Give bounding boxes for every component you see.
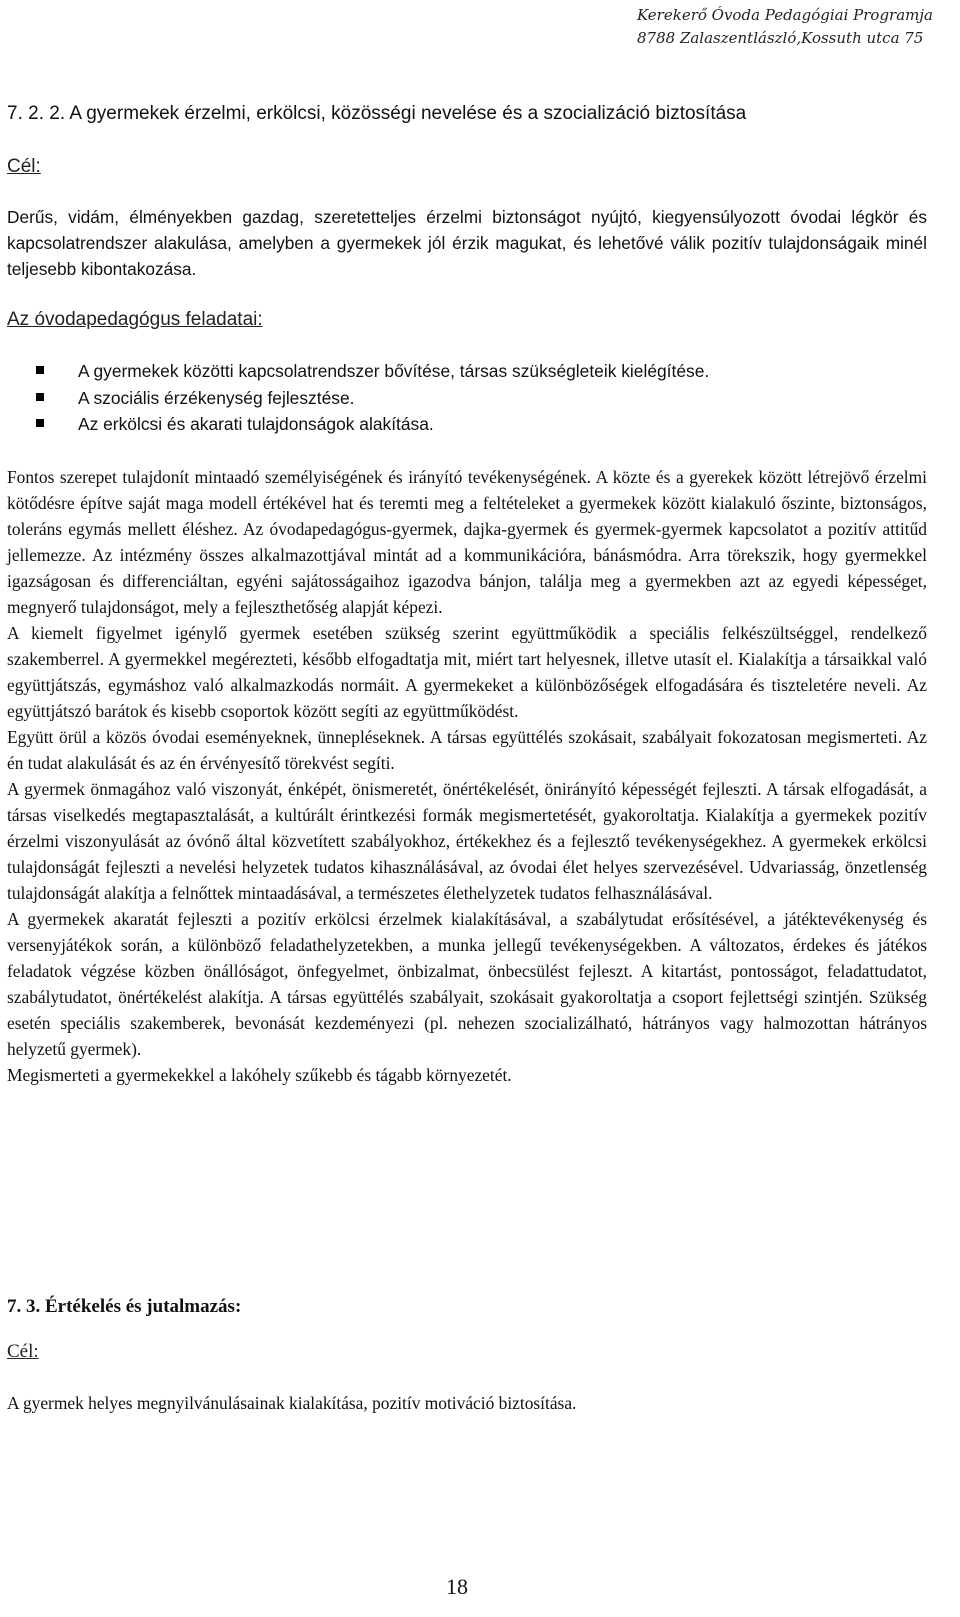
body-paragraph: Fontos szerepet tulajdonít mintaadó személyiségének és irányító tevékenységének. A közte és a gyerekek között létrejövő érzelmi kötődésre építve saját maga modell értékével hat és teremti meg a feltételeket a gyermekek között kialakuló őszinte, biztonságos, toleráns egymás mellett éléshez. Az óvodapedagógus-gyermek, dajka-gyermek és gyermek-gyermek kapcsolatot a pozitív attitűd jellemezze. Az intézmény összes alkalmazottjával mintát ad a kommunikációra, bánásmódra. Arra törekszik, hogy gyermekkel igazságosan és differenciáltan, egyéni sajátosságaihoz igazodva bánjon, találja meg a gyermekben azt az egyedi képességet, megnyerő tulajdonságot, mely a fejleszthetőség alapját képezi. [7,467,927,617]
body-paragraph: Megismerteti a gyermekekkel a lakóhely szűkebb és tágabb környezetét. [7,1065,512,1085]
body-paragraph: A kiemelt figyelmet igénylő gyermek esetében szükség szerint együttműködik a speciális felkészültséggel, rendelkező szakemberrel. A gyermekkel megérezteti, később elfogadtatja mit, miért tart helyesnek, illetve utasít el. Kialakítja a társaikkal való együttjátszás, egymáshoz való alkalmazkodás normáit. A gyermekeket a különbözőségek elfogadására és tiszteletére neveli. Az együttjátszó barátok és kisebb csoportok között segíti az együttműködést. [7,623,927,721]
body-paragraph: A gyermekek akaratát fejleszti a pozitív erkölcsi érzelmek kialakításával, a szabálytudat erősítésével, a játéktevékenység és versenyjátékok során, a különböző feladathelyzetekben, a munka jellegű tevékenységekben. A változatos, érdekes és játékos feladatok végzése közben önállóságot, önfegyelmet, önbizalmat, önbecsülést fejleszt. A kitartást, pontosságot, feladattudatot, szabálytudatot, önértékelést alakítja. A társas együttélés szabályait, szokásait gyakoroltatja a csoport fejlettségi szintjén. Szükség esetén speciális szakemberek, bevonását kezdeményezi (pl. nehezen szocializálható, hátrányos vagy halmozottan hátrányos helyzetű gyermek). [7,909,927,1059]
body-text [7,464,927,1088]
task-item: Az erkölcsi és akarati tulajdonságok alakítása. [36,411,709,438]
goal-label: Cél: [7,156,41,177]
section2-title: 7. 3. Értékelés és jutalmazás: [7,1296,242,1317]
tasks-list [36,358,709,438]
body-paragraph: A gyermek önmagához való viszonyát, énképét, önismeretét, önértékelését, önirányító képességét fejleszti. A társak elfogadását, a társas viselkedés megtapasztalását, a kultúrált érintkezési formák megismertetését, gyakoroltatja. Kialakítja a gyermekek pozitív érzelmi viszonyulását az óvónő által közvetített szabályokhoz, értékekhez és a fejlesztő tevékenységekhez. A gyermekek erkölcsi tulajdonságát fejleszti a nevelési helyzetek tudatos kihasználásával, az óvodai élet helyes szervezésével. Udvariasság, önzetlenség tulajdonságát alakítja a felnőttek mintaadásával, a természetes élethelyzetek tudatos felhasználásával. [7,779,927,903]
task-item: A szociális érzékenység fejlesztése. [36,385,709,412]
tasks-label: Az óvodapedagógus feladatai: [7,309,263,330]
page-number: 18 [446,1574,468,1599]
header-line-2: 8788 Zalaszentlászló,Kossuth utca 75 [637,29,924,47]
task-item: A gyermekek közötti kapcsolatrendszer bővítése, társas szükségleteik kielégítése. [36,358,709,385]
section-title: 7. 2. 2. A gyermekek érzelmi, erkölcsi, közösségi nevelése és a szocializáció biztosítása [7,103,747,124]
page-header [637,4,933,50]
section2-goal-label: Cél: [7,1341,39,1362]
section2-goal-text: A gyermek helyes megnyilvánulásainak kialakítása, pozitív motiváció biztosítása. [7,1393,577,1413]
body-paragraph: Együtt örül a közös óvodai eseményeknek, ünnepléseknek. A társas együttélés szokásait, szabályait fokozatosan megismerteti. Az én tudat alakulását és az én érvényesítő törekvést segíti. [7,727,927,773]
header-line-1: Kerekerő Óvoda Pedagógiai Programja [637,6,933,24]
goal-text: Derűs, vidám, élményekben gazdag, szeretetteljes érzelmi biztonságot nyújtó, kiegyensúlyozott óvodai légkör és kapcsolatrendszer alakulása, amelyben a gyermekek jól érzik magukat, és lehetővé válik pozitív tulajdonságaik minél teljesebb kibontakozása. [7,207,927,279]
